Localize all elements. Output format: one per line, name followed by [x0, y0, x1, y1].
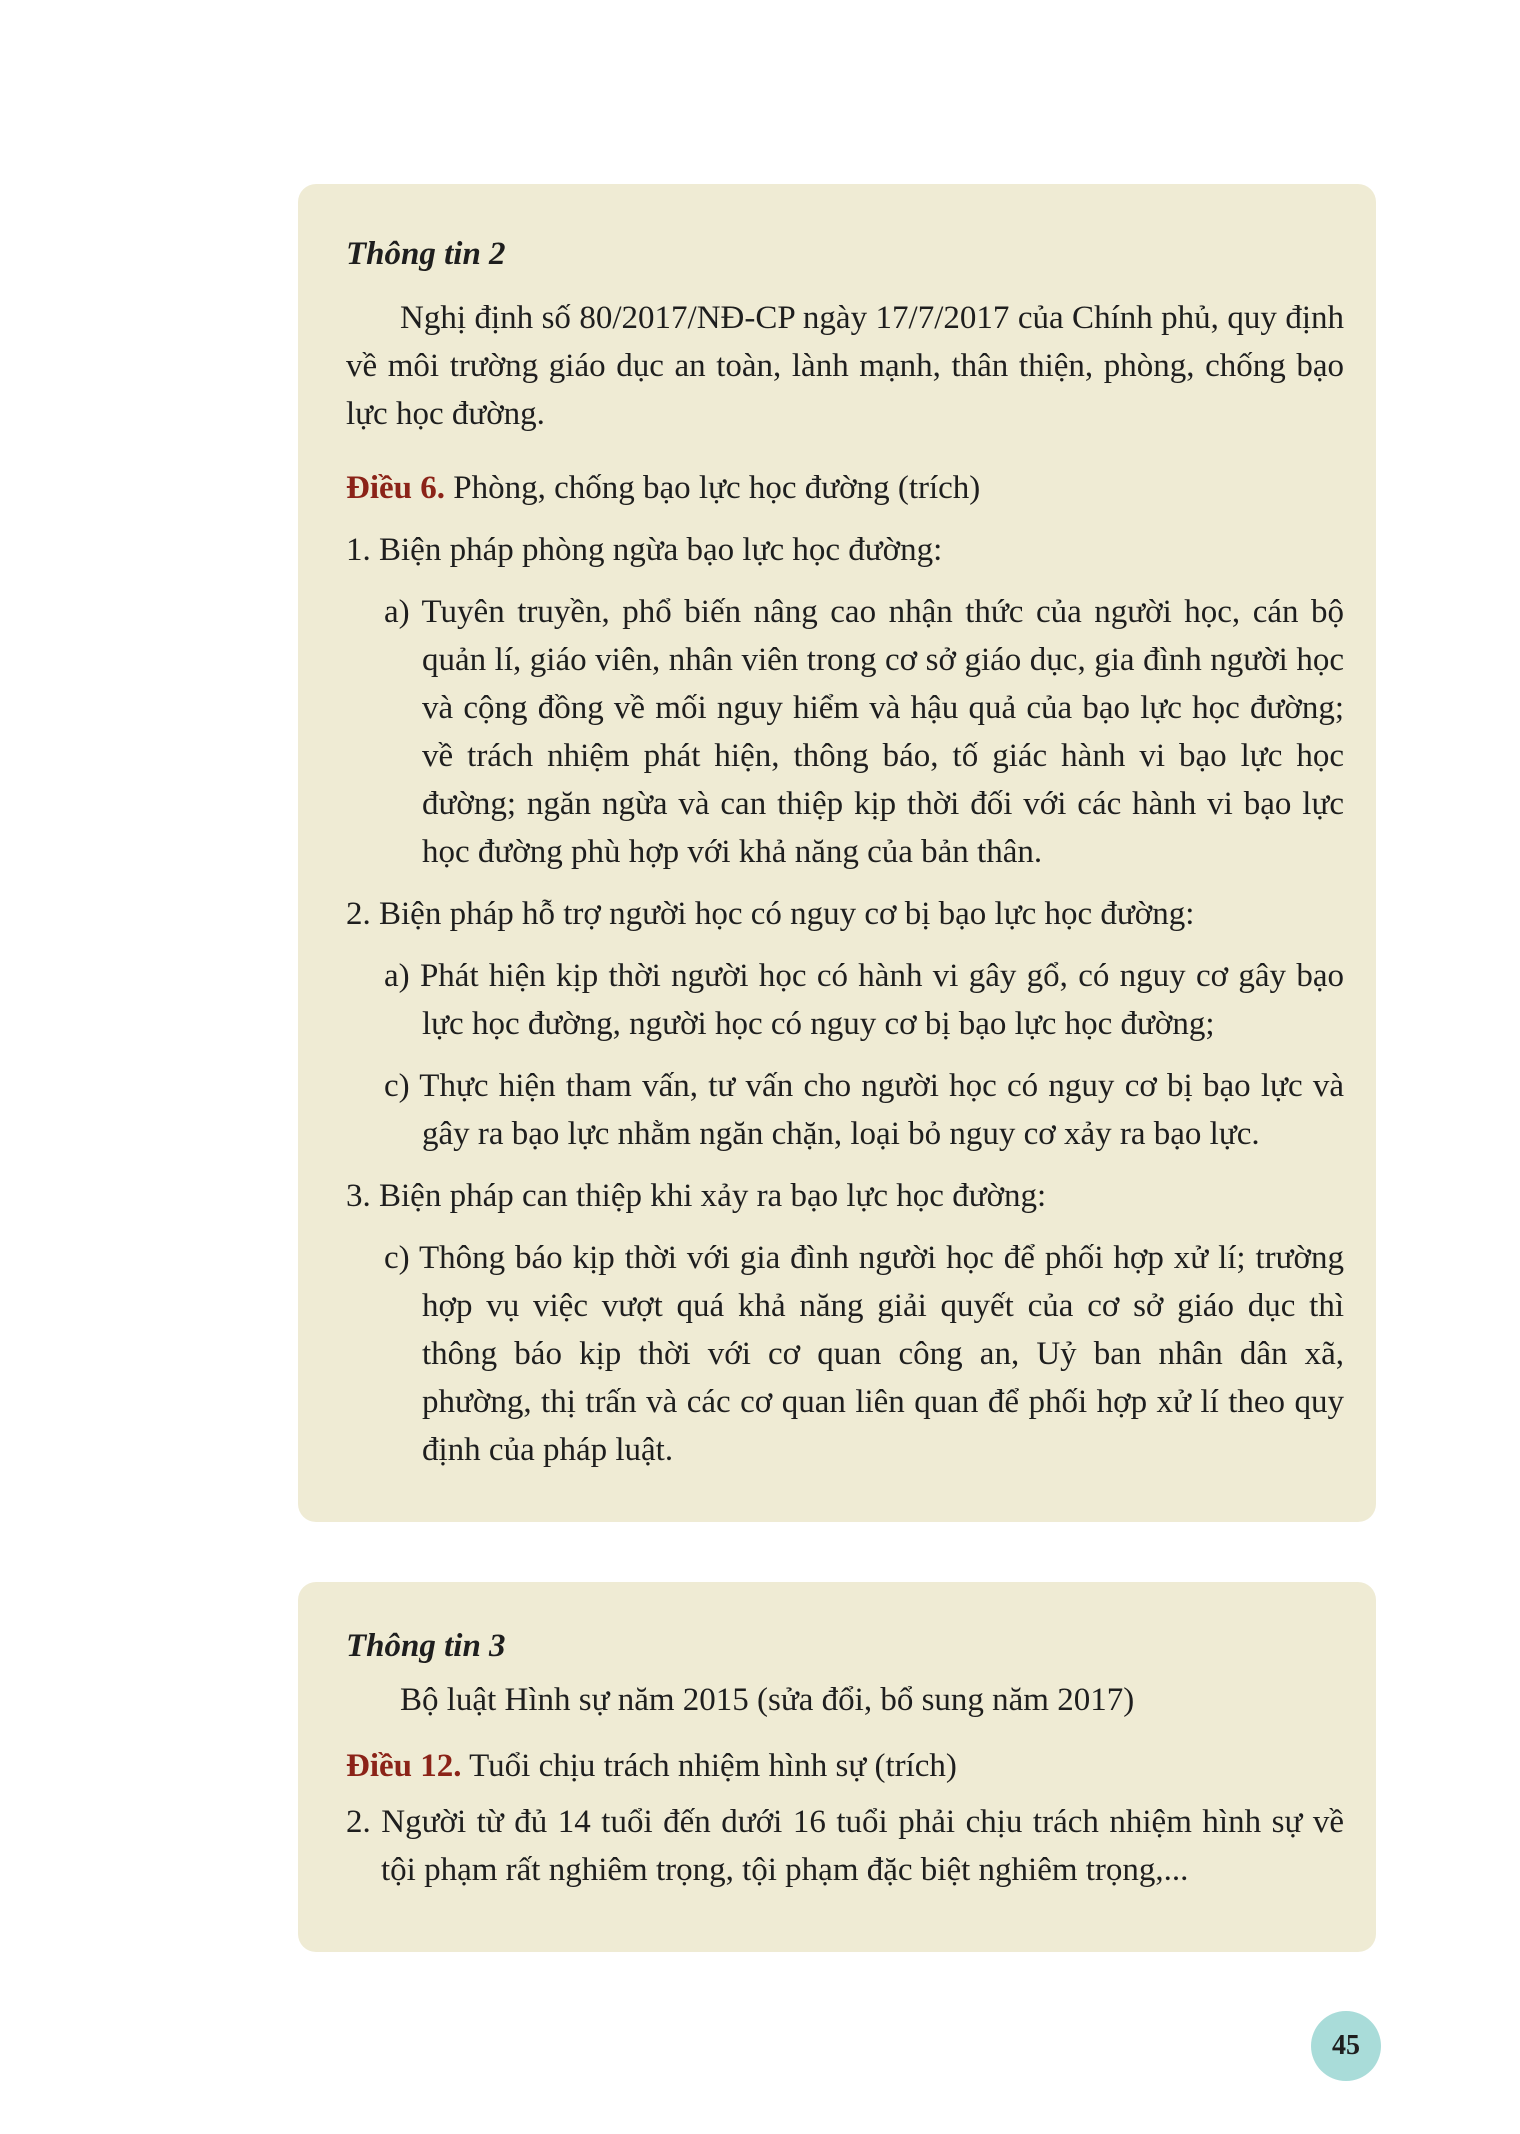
item-text: Phát hiện kịp thời người học có hành vi gây gổ, có nguy cơ gây bạo lực học đường, người học có nguy cơ bị bạo lực học đường; — [409, 958, 1344, 1042]
item-marker: a) — [384, 958, 410, 994]
article-6-heading — [346, 464, 1344, 512]
item-text: Thông báo kịp thời với gia đình người học để phối hợp xử lí; trường hợp vụ việc vượt quá khả năng giải quyết của cơ sở giáo dục thì thông báo kịp thời với cơ quan công an, Uỷ ban nhân dân xã, phường, thị trấn và các cơ quan liên quan để phối hợp xử lí theo quy định của pháp luật. — [409, 1240, 1344, 1468]
info-3-title: Thông tin 3 — [346, 1628, 506, 1664]
clause-2-item-c — [346, 1062, 1344, 1158]
clause-1-item-a — [346, 588, 1344, 876]
info-3-source: Bộ luật Hình sự năm 2015 (sửa đổi, bổ sung năm 2017) — [400, 1682, 1135, 1718]
clause-2: 2. Biện pháp hỗ trợ người học có nguy cơ bị bạo lực học đường: — [346, 896, 1195, 932]
item-marker: a) — [384, 594, 410, 630]
article-6-title: Phòng, chống bạo lực học đường (trích) — [445, 470, 981, 506]
clause-1: 1. Biện pháp phòng ngừa bạo lực học đường: — [346, 532, 943, 568]
clause-3: 3. Biện pháp can thiệp khi xảy ra bạo lực học đường: — [346, 1178, 1047, 1214]
info-2-title: Thông tin 2 — [346, 236, 506, 272]
article-6-label: Điều 6. — [346, 470, 445, 506]
article-12-clause-2: 2. Người từ đủ 14 tuổi đến dưới 16 tuổi phải chịu trách nhiệm hình sự về tội phạm rất nghiêm trọng, tội phạm đặc biệt nghiêm trọng,... — [346, 1804, 1344, 1888]
article-12-label: Điều 12. — [346, 1748, 462, 1784]
info-box-2 — [298, 184, 1376, 1522]
item-marker: c) — [384, 1068, 410, 1104]
page-number: 45 — [1332, 2030, 1360, 2061]
info-box-3 — [298, 1582, 1376, 1952]
clause-3-item-c — [346, 1234, 1344, 1474]
info-3-content — [346, 1676, 1344, 1894]
article-12-title: Tuổi chịu trách nhiệm hình sự (trích) — [461, 1748, 957, 1784]
item-text: Thực hiện tham vấn, tư vấn cho người học có nguy cơ bị bạo lực và gây ra bạo lực nhằm ngăn chặn, loại bỏ nguy cơ xảy ra bạo lực. — [409, 1068, 1344, 1152]
article-12-heading — [346, 1742, 1344, 1790]
info-2-intro: Nghị định số 80/2017/NĐ-CP ngày 17/7/2017 của Chính phủ, quy định về môi trường giáo dục an toàn, lành mạnh, thân thiện, phòng, chống bạo lực học đường. — [346, 300, 1344, 432]
item-marker: c) — [384, 1240, 410, 1276]
info-2-content — [346, 294, 1344, 1474]
page-number-badge — [1311, 2011, 1381, 2081]
clause-2-item-a — [346, 952, 1344, 1048]
item-text: Tuyên truyền, phổ biến nâng cao nhận thức của người học, cán bộ quản lí, giáo viên, nhân viên trong cơ sở giáo dục, gia đình người học và cộng đồng về mối nguy hiểm và hậu quả của bạo lực học đường; về trách nhiệm phát hiện, thông báo, tố giác hành vi bạo lực học đường; ngăn ngừa và can thiệp kịp thời đối với các hành vi bạo lực học đường phù hợp với khả năng của bản thân. — [409, 594, 1344, 870]
